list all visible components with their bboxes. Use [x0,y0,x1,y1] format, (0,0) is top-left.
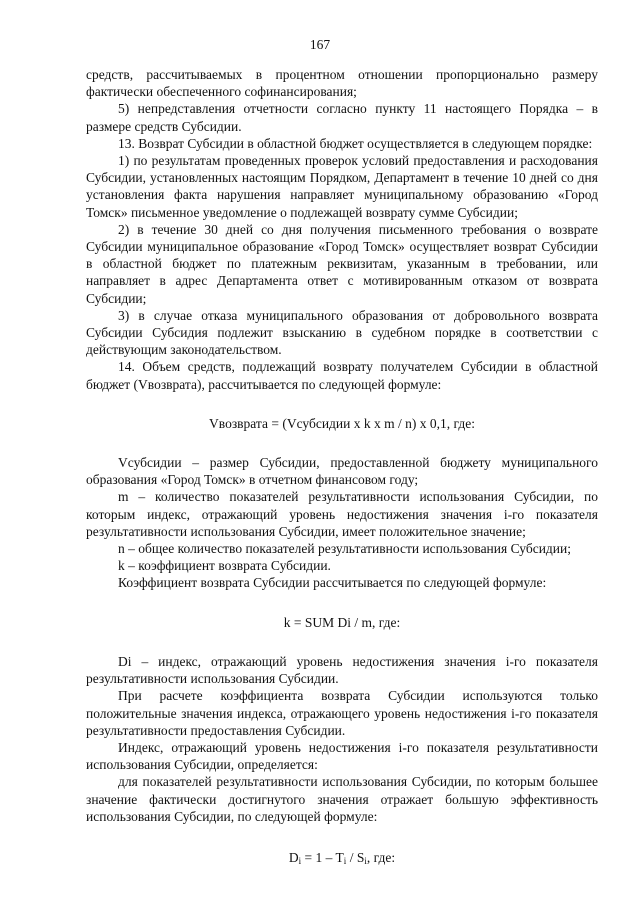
formula-symbol: / S [346,849,365,865]
page-number: 167 [309,37,331,52]
formula-symbol: , где: [366,849,396,865]
formula-subscript: i [298,855,302,866]
formula-return-coefficient: k = SUM Di / m, где: [283,614,401,630]
formula-subscript: i [364,855,367,866]
paragraph: 2) в течение 30 дней со дня получения письменного требования о возврате Субсидии муниципальное образование «Город Томск» осуществляет возврат Субсидии в областной бюджет по платежным реквизитам, указанным в требовании, или направляет в адрес Департамента ответ с мотивированным отказом от возврата Субсидии; [86,221,598,306]
formula-index [86,849,598,866]
formula-symbol: = 1 – T [301,849,344,865]
formula-return-volume: Vвозврата = (Vсубсидии x k x m / n) x 0,1, где: [209,415,475,431]
paragraph: n – общее количество показателей результативности использования Субсидии; [118,541,571,557]
paragraph: 14. Объем средств, подлежащий возврату получателем Субсидии в областной бюджет (Vвозврата), рассчитывается по следующей формуле: [86,359,598,392]
paragraph: 1) по результатам проведенных проверок условий предоставления и расходования Субсидии, установленных настоящим Порядком, Департамент в течение 10 дней со дня установления факта нарушения направляет муниципальному образованию «Город Томск» письменное уведомление о подлежащей возврату сумме Субсидии; [86,153,598,220]
paragraph: Di – индекс, отражающий уровень недостижения значения i-го показателя результативности использования Субсидии. [86,653,598,687]
formula-subscript: i [343,855,347,866]
document-body [86,66,598,888]
paragraph: Коэффициент возврата Субсидии рассчитывается по следующей формуле: [118,575,547,591]
paragraph: 3) в случае отказа муниципального образования от добровольного возврата Субсидии Субсидия подлежит взысканию в судебном порядке в соответствии с действующим законодательством. [86,307,598,358]
paragraph: При расчете коэффициента возврата Субсидии используются только положительные значения индекса, отражающего уровень недостижения i-го показателя результативности предоставления Субсидии. [86,688,598,738]
paragraph: Индекс, отражающий уровень недостижения i-го показателя результативности использования Субсидии, определяется: [86,739,598,773]
paragraph: Vсубсидии – размер Субсидии, предоставленной бюджету муниципального образования «Город Томск» в отчетном финансовом году; [86,455,598,488]
paragraph: для показателей результативности использования Субсидии, по которым большее значение фактически достигнутого значения отражает большую эффективность использования Субсидии, по следующей формуле: [86,774,598,824]
paragraph: k – коэффициент возврата Субсидии. [118,558,331,574]
formula-symbol: D [288,849,299,865]
paragraph: 13. Возврат Субсидии в областной бюджет осуществляется в следующем порядке: [118,135,593,151]
paragraph: m – количество показателей результативности использования Субсидии, по которым индекс, отражающий уровень недостижения значения i-го показателя результативности использования Субсидии, имеет положительное значение; [86,489,598,539]
paragraph: средств, рассчитываемых в процентном отношении пропорционально размеру фактически обеспеченного софинансирования; [86,67,598,100]
paragraph: 5) непредставления отчетности согласно пункту 11 настоящего Порядка – в размере средств Субсидии. [86,101,598,134]
